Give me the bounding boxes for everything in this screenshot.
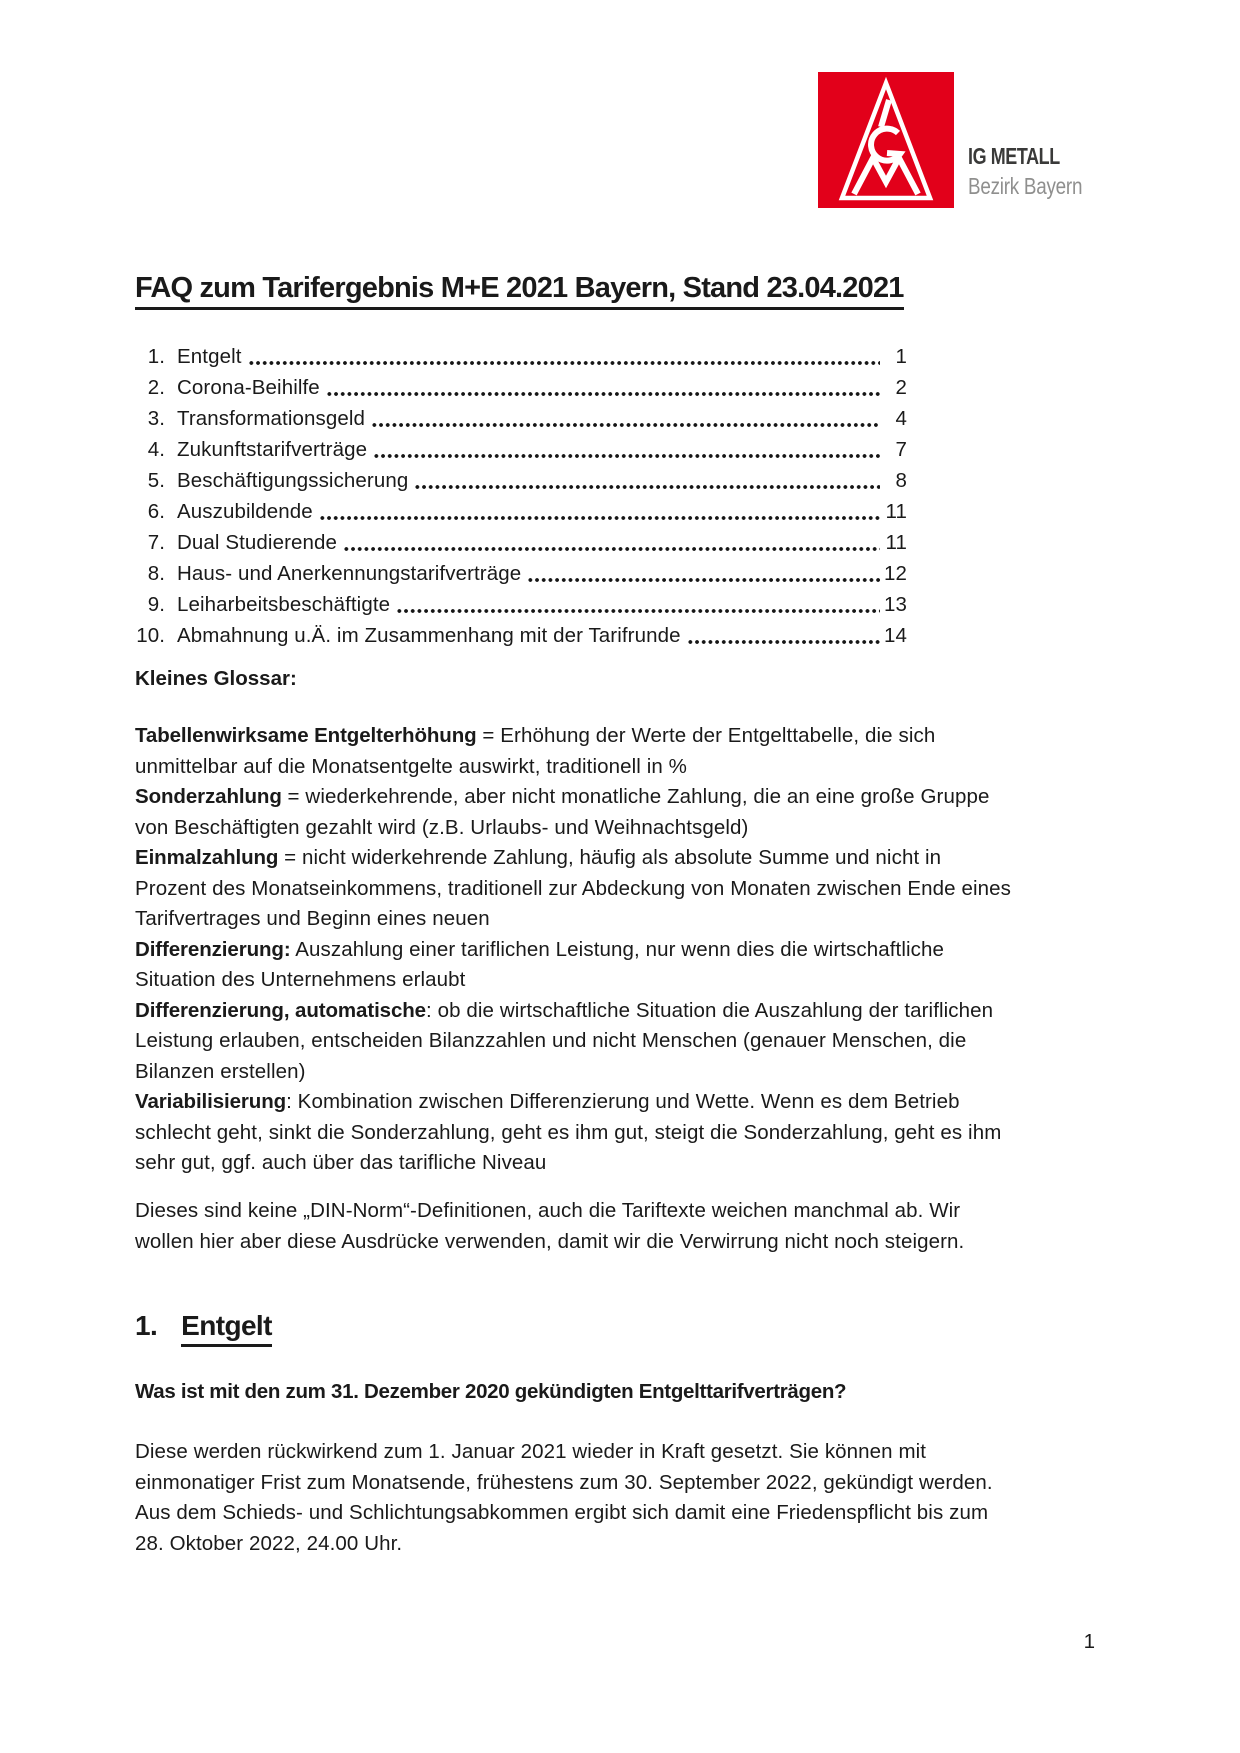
toc-item-auszubildende[interactable]: 6. Auszubildende 11 [135,496,907,527]
document-title: FAQ zum Tarifergebnis M+E 2021 Bayern, Stand 23.04.2021 [135,272,904,305]
glossary-entry: Differenzierung: Auszahlung einer tariflichen Leistung, nur wenn dies die wirtschaftliche Situation des Unternehmens erlaubt [135,937,944,991]
toc-item-zukunftstarifvertraege[interactable]: 4. Zukunftstarifverträge 7 [135,434,907,465]
ig-metall-logo-icon [818,72,954,208]
logo-region-name: Bezirk Bayern [968,173,1083,199]
glossary-entry: Einmalzahlung = nicht widerkehrende Zahlung, häufig als absolute Summe und nicht in Prozent des Monatseinkommens, traditionell zur Abdeckung von Monaten zwischen Ende eines Tarifvertrages und Beginn eines neuen [135,846,1011,930]
section-heading-entgelt [135,1310,272,1342]
toc-page-number: 8 [895,469,907,492]
dot-leader [326,392,880,396]
toc-item-abmahnung[interactable]: 10. Abmahnung u.Ä. im Zusammenhang mit der Tarifrunde 14 [135,620,907,651]
toc-page-number: 2 [895,376,907,399]
toc-page-number: 12 [883,562,907,585]
toc-item-haus-und-anerkennungstarifvertraege[interactable]: 8. Haus- und Anerkennungstarifverträge 12 [135,558,907,589]
dot-leader [373,454,880,458]
glossary-entry: Variabilisierung: Kombination zwischen Differenzierung und Wette. Wenn es dem Betrieb schlecht geht, sinkt die Sonderzahlung, geht es ihm gut, steigt die Sonderzahlung, geht es ihm sehr gut, ggf. auch über das tarifliche Niveau [135,1090,1002,1174]
page-number: 1 [1083,1630,1095,1653]
faq-answer: Diese werden rückwirkend zum 1. Januar 2021 wieder in Kraft gesetzt. Sie können mit einmonatiger Frist zum Monatsende, frühestens zum 30. September 2022, gekündigt werden. Aus dem Schieds- und Schlichtungsabkommen ergibt sich damit eine Friedenspflicht bis zum 28. Oktober 2022, 24.00 Uhr. [135,1440,993,1555]
glossary-entry: Sonderzahlung = wiederkehrende, aber nicht monatliche Zahlung, die an eine große Gruppe von Beschäftigten gezahlt wird (z.B. Urlaubs- und Weihnachtsgeld) [135,785,990,839]
glossary-entry: Tabellenwirksame Entgelterhöhung = Erhöhung der Werte der Entgelttabelle, die sich unmittelbar auf die Monatsentgelte auswirkt, traditionell in % [135,724,936,778]
glossary-term: Variabilisierung [135,1090,287,1113]
glossary-term: Einmalzahlung [135,846,279,869]
toc-item-dual-studierende[interactable]: 7. Dual Studierende 11 [135,527,907,558]
glossary-entry: Differenzierung, automatische: ob die wirtschaftliche Situation die Auszahlung der tariflichen Leistung erlauben, entscheiden Bilanzzahlen und nicht Menschen (genauer Menschen, die Bilanzen erstellen) [135,998,994,1083]
faq-question: Was ist mit den zum 31. Dezember 2020 gekündigten Entgelttarifverträgen? [135,1380,847,1403]
glossary-entries [135,721,1155,1179]
toc-item-transformationsgeld[interactable]: 3. Transformationsgeld 4 [135,403,907,434]
dot-leader [414,485,880,489]
glossary-heading: Kleines Glossar: [135,667,297,690]
section-title: Entgelt [181,1310,272,1347]
toc-page-number: 1 [895,345,907,368]
toc-item-leiharbeitsbeschaeftigte[interactable]: 9. Leiharbeitsbeschäftigte 13 [135,589,907,620]
dot-leader [527,578,880,582]
glossary-term: Differenzierung: [135,937,291,961]
glossary-term: Differenzierung, automatische [135,998,426,1022]
ig-metall-logo [818,72,1107,208]
logo-brand-name: IG METALL [968,143,1060,169]
dot-leader [687,640,880,644]
section-number: 1. [135,1310,158,1341]
dot-leader [396,609,880,613]
toc-page-number: 14 [883,624,907,647]
toc-page-number: 11 [885,500,907,523]
dot-leader [319,516,880,520]
dot-leader [371,423,880,427]
glossary-term: Sonderzahlung [135,785,282,808]
toc-item-corona-beihilfe[interactable]: 2. Corona-Beihilfe 2 [135,372,907,403]
toc-item-beschaeftigungssicherung[interactable]: 5. Beschäftigungssicherung 8 [135,465,907,496]
toc-item-entgelt[interactable]: 1. Entgelt 1 [135,341,907,372]
toc-page-number: 11 [885,531,907,554]
toc-page-number: 13 [883,593,907,616]
toc-page-number: 7 [895,438,907,461]
glossary-term: Tabellenwirksame Entgelterhöhung [135,724,477,747]
dot-leader [248,361,880,365]
glossary-note: Dieses sind keine „DIN-Norm“-Definitionen, auch die Tariftexte weichen manchmal ab. Wir wollen hier aber diese Ausdrücke verwenden, damit wir die Verwirrung nicht noch steigern. [135,1199,965,1253]
table-of-contents [135,341,907,651]
dot-leader [343,547,880,551]
toc-page-number: 4 [895,407,907,430]
logo-text [968,143,1107,200]
